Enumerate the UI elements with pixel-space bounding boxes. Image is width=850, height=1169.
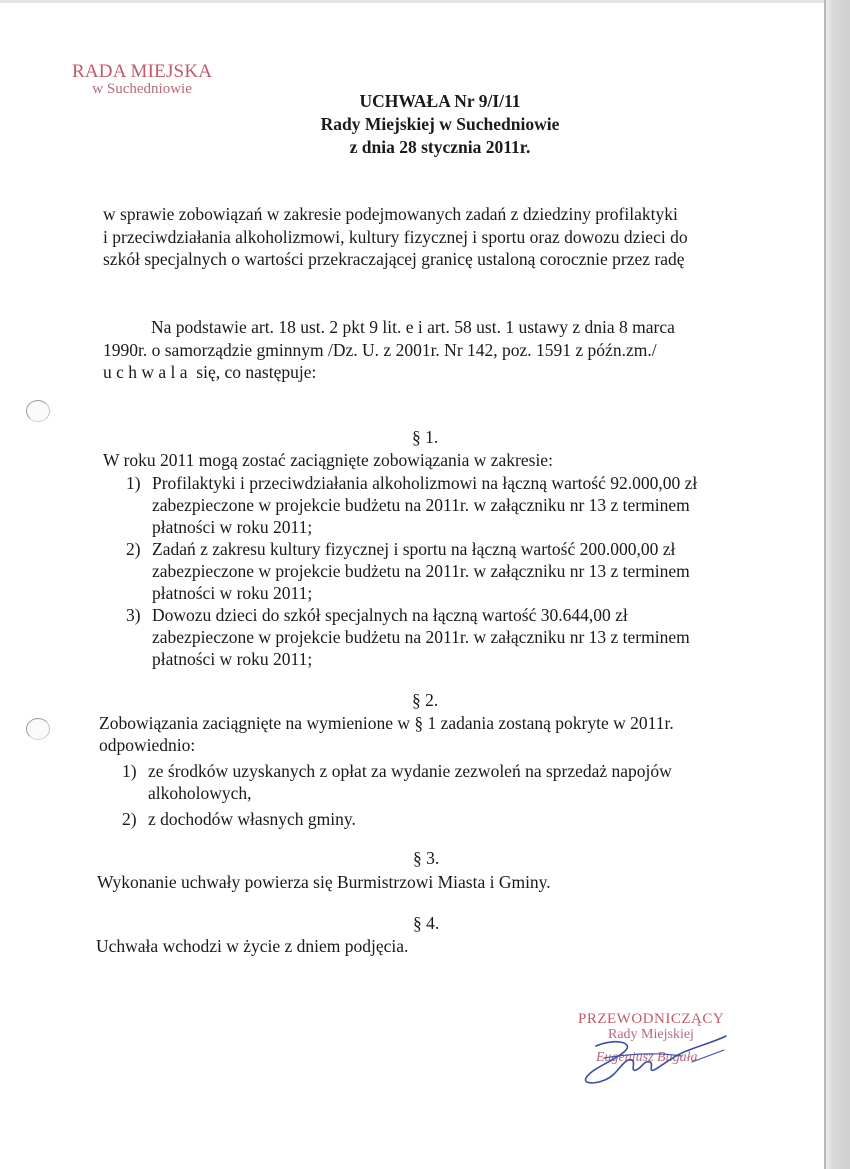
list-item-line: zabezpieczone w projekcie budżetu na 2011r. w załączniku nr 13 z terminem [152, 495, 690, 515]
list-item-line: z dochodów własnych gminy. [148, 809, 356, 829]
list-item-line: Profilaktyki i przeciwdziałania alkoholizmowi na łączną wartość 92.000,00 zł [152, 473, 698, 493]
section-1-intro: W roku 2011 mogą zostać zaciągnięte zobowiązania w zakresie: [103, 450, 553, 470]
list-item-line: Dowozu dzieci do szkół specjalnych na łączną wartość 30.644,00 zł [152, 605, 628, 625]
list-item [126, 604, 697, 670]
list-item-line: zabezpieczone w projekcie budżetu na 2011r. w załączniku nr 13 z terminem [152, 627, 690, 647]
scan-edge-line [824, 0, 826, 1169]
title-council: Rady Miejskiej w Suchedniowie [320, 114, 560, 134]
list-item-line: płatności w roku 2011; [152, 649, 313, 669]
handwritten-signature [574, 1028, 734, 1090]
list-item-number: 2) [122, 809, 137, 829]
chairman-stamp-name: Eugeniusz Bugała [596, 1050, 698, 1065]
list-item-line: płatności w roku 2011; [152, 517, 313, 537]
section-4-heading: § 4. [413, 913, 440, 933]
council-stamp-line1: RADA MIEJSKA [72, 61, 213, 82]
section-1-list [126, 472, 697, 670]
legal-basis-paragraph [103, 316, 675, 384]
section-2-list [122, 760, 672, 830]
list-item-line: płatności w roku 2011; [152, 583, 313, 603]
basis-line: 1990r. o samorządzie gminnym /Dz. U. z 2001r. Nr 142, poz. 1591 z późn.zm./ [103, 339, 657, 360]
section-2-heading: § 2. [412, 690, 439, 710]
subject-line: i przeciwdziałania alkoholizmowi, kultury fizycznej i sportu oraz dowozu dzieci do [103, 226, 688, 247]
list-item [122, 760, 672, 804]
list-item [126, 472, 697, 538]
punch-hole-lower [26, 718, 50, 740]
list-item-number: 1) [126, 473, 141, 493]
scan-top-shadow [0, 0, 850, 3]
list-item-number: 2) [126, 539, 141, 559]
council-stamp-line2: w Suchedniowie [92, 80, 192, 97]
list-item [126, 538, 697, 604]
subject-paragraph [103, 203, 688, 271]
scan-right-edge [824, 0, 850, 1169]
section-2-intro-line: Zobowiązania zaciągnięte na wymienione w § 1 zadania zostaną pokryte w 2011r. [99, 713, 674, 733]
list-item-line: alkoholowych, [148, 783, 252, 803]
section-4-text: Uchwała wchodzi w życie z dniem podjęcia. [96, 936, 409, 956]
council-stamp [72, 62, 212, 98]
document-title [250, 90, 630, 159]
section-2-intro-line: odpowiednio: [99, 735, 196, 755]
title-date: z dnia 28 stycznia 2011r. [349, 137, 531, 157]
section-1-heading: § 1. [412, 427, 439, 447]
section-3-heading: § 3. [413, 848, 440, 868]
list-item-number: 3) [126, 605, 141, 625]
subject-line: szkół specjalnych o wartości przekraczającej granicę ustaloną corocznie przez radę [103, 249, 685, 269]
title-resolution-number: UCHWAŁA Nr 9/I/11 [359, 91, 521, 111]
list-item-line: Zadań z zakresu kultury fizycznej i sportu na łączną wartość 200.000,00 zł [152, 539, 676, 559]
section-3-text: Wykonanie uchwały powierza się Burmistrzowi Miasta i Gminy. [97, 872, 551, 892]
list-item-line: zabezpieczone w projekcie budżetu na 2011r. w załączniku nr 13 z terminem [152, 561, 690, 581]
list-item-line: ze środków uzyskanych z opłat za wydanie zezwoleń na sprzedaż napojów [148, 761, 672, 781]
basis-line: Na podstawie art. 18 ust. 2 pkt 9 lit. e i art. 58 ust. 1 ustawy z dnia 8 marca [151, 317, 675, 337]
list-item [122, 808, 672, 830]
basis-line: u c h w a l a się, co następuje: [103, 362, 317, 382]
chairman-stamp-title: PRZEWODNICZĄCY [578, 1011, 725, 1027]
list-item-number: 1) [122, 761, 137, 781]
subject-line: w sprawie zobowiązań w zakresie podejmowanych zadań z dziedziny profilaktyki [103, 204, 678, 224]
punch-hole-upper [26, 400, 50, 422]
chairman-stamp-council: Rady Miejskiej [608, 1027, 694, 1042]
section-2-intro [99, 712, 674, 756]
